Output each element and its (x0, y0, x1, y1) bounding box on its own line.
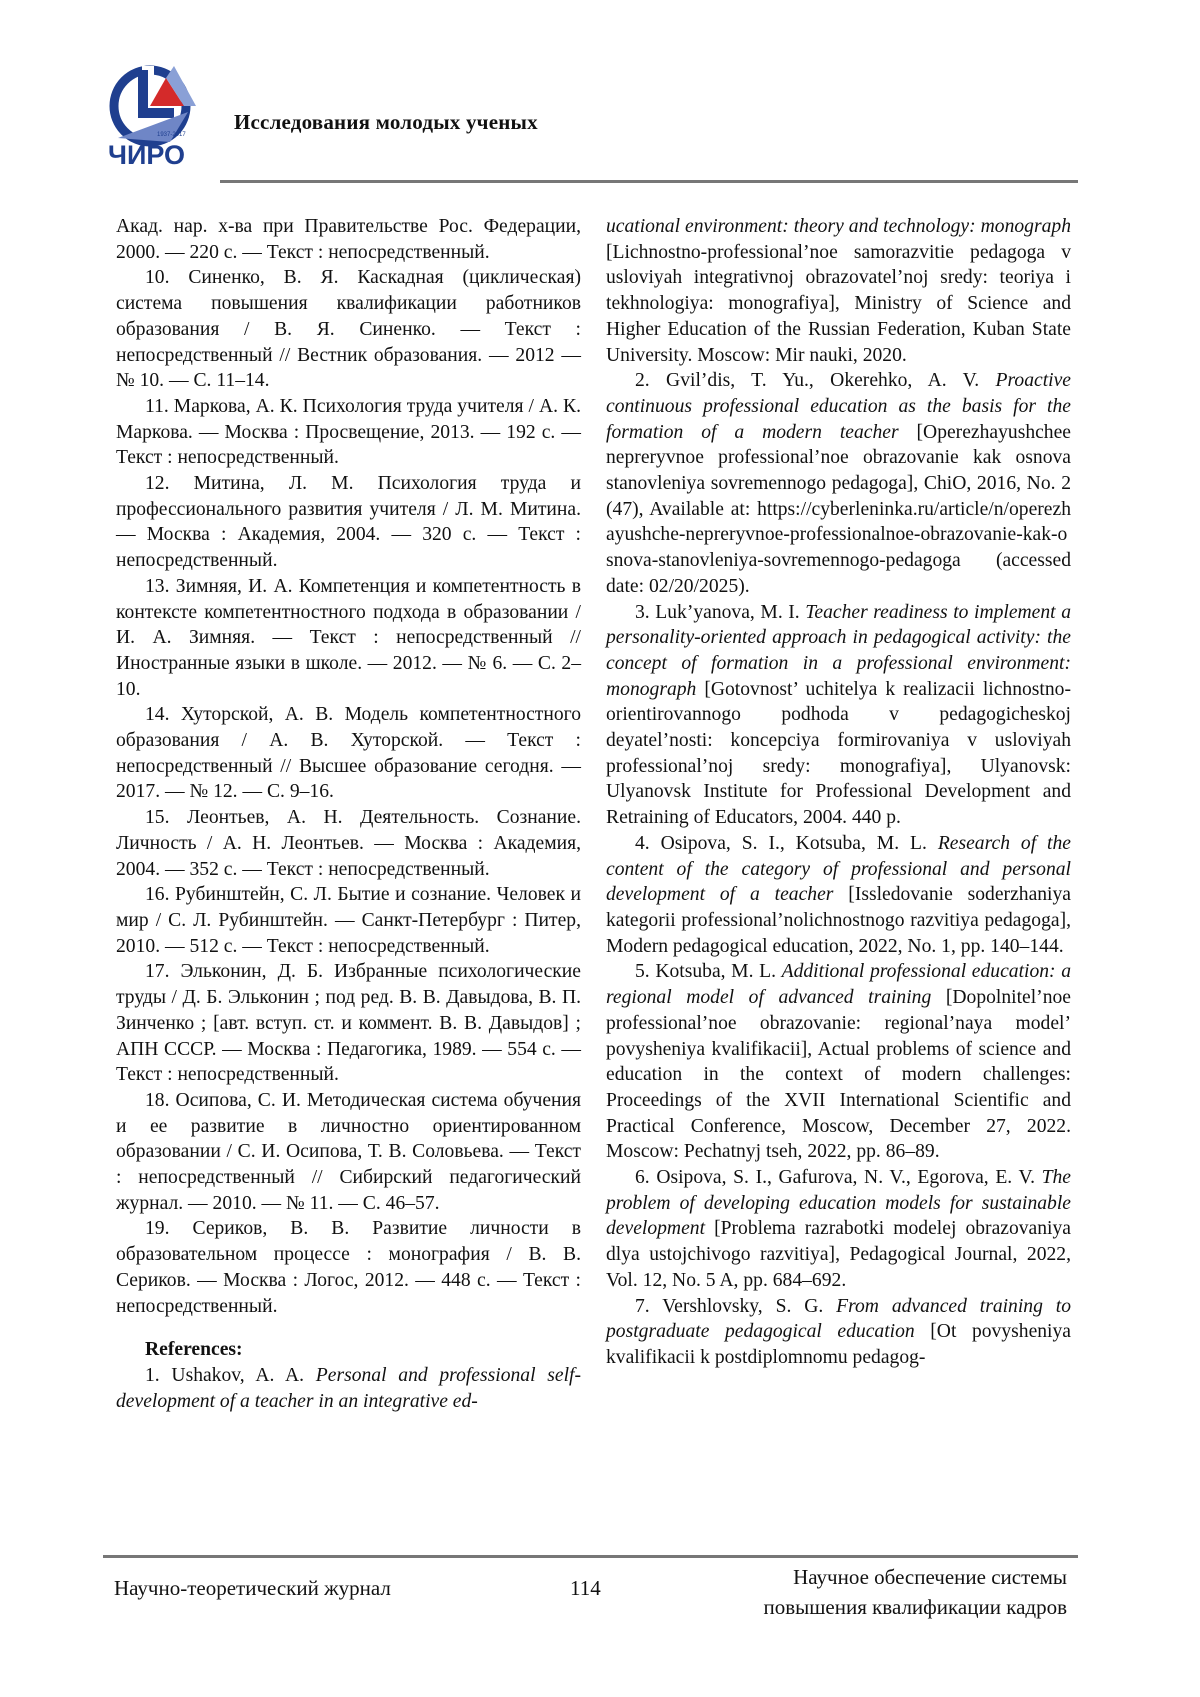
reference-item: Акад. нар. х-ва при Правительстве Рос. Федерации, 2000. — 220 с. — Текст : непосредственный. (116, 216, 581, 263)
reference-details: [Dopolnitel’noe professional’noe obrazovanie: regional’naya model’ povysheniya kvalifikacii], Actual problems of science and education in the context of modern challenges: Proceedings of the XVII International Scientific and Practical Conference, Moscow, December 27, 2022. Moscow: Pechatnyj tseh, 2022, pp. 86–89. (606, 987, 1071, 1163)
chiro-logo-icon (108, 62, 218, 174)
chiro-logo (108, 62, 218, 174)
left-column (116, 214, 581, 1414)
reference-item: 11. Маркова, А. К. Психология труда учителя / А. К. Маркова. — Москва : Просвещение, 2013. — 192 с. — Текст : непосредственный. (116, 395, 581, 469)
footer-journal-name (647, 1562, 1067, 1622)
logo-text: ЧИРО (108, 140, 186, 170)
reference-authors: 6. Osipova, S. I., Gafurova, N. V., Egorova, E. V. (635, 1167, 1042, 1189)
reference-details: [Gotovnost’ uchitelya k realizacii lichnostno-orientirovannogo podhoda v pedagogicheskoj deyatel’nosti: koncepciya formirovaniya v usloviyah professional’noj sredy: monografiya], Ulyanovsk: Ulyanovsk Institute for Professional Development and Retraining of Educators, 2004. 440 p. (606, 678, 1071, 829)
reference-item: 18. Осипова, С. И. Методическая система обучения и ее развитие в личностно ориентированном образовании / С. И. Осипова, Т. В. Соловьева. — Текст : непосредственный // Сибирский педагогический журнал. — 2010. — № 11. — С. 46–57. (116, 1089, 581, 1214)
reference-title: The problem of developing education models for sustainable development (606, 1167, 1071, 1240)
page-header (108, 62, 1078, 182)
reference-details: [Lichnostno-professional’noe samorazvitie pedagoga v usloviyah integrativnoj obrazovatel’noj sredy: teoriya i tekhnologiya: monografiya], Ministry of Science and Higher Education of the Russian Federation, Kuban State University. Moscow: Mir nauki, 2020. (606, 241, 1071, 366)
reference-item-en (606, 1294, 1071, 1371)
reference-item-en (606, 831, 1071, 960)
page-number: 114 (570, 1576, 601, 1600)
reference-title: Teacher readiness to implement a personality-oriented approach in pedagogical activity: the concept of formation in a professional environment: monograph (606, 601, 1071, 700)
reference-item: 17. Эльконин, Д. Б. Избранные психологические труды / Д. Б. Эльконин ; под ред. В. В. Давыдова, В. П. Зинченко ; [авт. вступ. ст. и коммент. В. В. Давыдов] ; АПН СССР. — Москва : Педагогика, 1989. — 554 с. — Текст : непосредственный. (116, 961, 581, 1086)
reference-item: 12. Митина, Л. М. Психология труда и профессионального развития учителя / Л. М. Митина. — Москва : Академия, 2004. — 320 с. — Текст : непосредственный. (116, 473, 581, 572)
footer-divider (103, 1555, 1078, 1558)
journal-section-title: Исследования молодых ученых (234, 110, 538, 134)
reference-details: [Ot povysheniya kvalifikacii k postdiplomnomu pedagog- (606, 1321, 1071, 1368)
reference-item: 10. Синенко, В. Я. Каскадная (циклическая) система повышения квалификации работников образования / В. Я. Синенко. — Текст : непосредственный // Вестник образования. — 2012 — № 10. — С. 11–14. (116, 267, 581, 392)
reference-item: 15. Леонтьев, А. Н. Деятельность. Сознание. Личность / А. Н. Леонтьев. — Москва : Академия, 2004. — 352 с. — Текст : непосредственный. (116, 807, 581, 880)
references-heading: References: (145, 1339, 243, 1361)
reference-authors: 4. Osipova, S. I., Kotsuba, M. L. (635, 832, 938, 854)
reference-item: 16. Рубинштейн, С. Л. Бытие и сознание. Человек и мир / С. Л. Рубинштейн. — Санкт-Петербург : Питер, 2010. — 512 с. — Текст : непосредственный. (116, 884, 581, 957)
reference-title: ucational environment: theory and technology: monograph (606, 216, 1071, 237)
logo-subtext: 1937-2017 (157, 132, 186, 138)
reference-item: 13. Зимняя, И. А. Компетенция и компетентность в контексте компетентностного подхода в образовании / И. А. Зимняя. — Текст : непосредственный // Иностранные языки в школе. — 2012. — № 6. — С. 2–10. (116, 575, 581, 700)
reference-authors: 5. Kotsuba, M. L. (635, 961, 782, 983)
reference-item-en (116, 1363, 581, 1414)
reference-item-en (606, 600, 1071, 831)
reference-details: [Issledovanie soderzhaniya kategorii professional’nolichnostnogo razvitiya pedagoga], Modern pedagogical education, 2022, No. 1, pp. 140–144. (606, 884, 1071, 957)
reference-access-date: (accessed date: 02/20/2025). (606, 550, 1071, 597)
reference-title: Personal and professional self-development of a teacher in an integrative ed- (116, 1364, 581, 1412)
right-column (606, 214, 1071, 1371)
footer-journal-name-line2: повышения квалификации кадров (763, 1595, 1067, 1619)
reference-authors: 1. Ushakov, A. A. (145, 1364, 316, 1386)
reference-details: [Problema razrabotki modelej obrazovaniya dlya ustojchivogo razvitiya], Pedagogical Journal, 2022, Vol. 12, No. 5 A, pp. 684–692. (606, 1218, 1071, 1291)
reference-authors: 3. Luk’yanova, M. I. (635, 601, 806, 623)
reference-authors: 7. Vershlovsky, S. G. (635, 1295, 837, 1317)
reference-item-en (606, 959, 1071, 1165)
reference-item: 19. Сериков, В. В. Развитие личности в образовательном процессе : монография / В. В. Сериков. — Москва : Логос, 2012. — 448 с. — Текст : непосредственный. (116, 1218, 581, 1317)
reference-details: [Operezhayushchee nepreryvnoe professional’noe obrazovanie kak osnova stanovleniya sovremennogo pedagoga], ChiO, 2016, No. 2 (47), Available at: (606, 421, 1071, 520)
header-divider (220, 180, 1078, 183)
reference-item-en (606, 368, 1071, 599)
footer-journal-type: Научно-теоретический журнал (114, 1576, 391, 1600)
reference-title: From advanced training to postgraduate pedagogical education (606, 1295, 1071, 1343)
reference-title: Research of the content of the category of professional and personal development of a teacher (606, 832, 1071, 906)
reference-item: 14. Хуторской, А. В. Модель компетентностного образования / А. В. Хуторской. — Текст : непосредственный // Высшее образование сегодня. — 2017. — № 12. — С. 9–16. (116, 704, 581, 803)
reference-authors: 2. Gvil’dis, T. Yu., Okerehko, A. V. (635, 370, 996, 392)
footer-journal-name-line1: Научное обеспечение системы (793, 1565, 1067, 1589)
reference-title: Additional professional education: a regional model of advanced training (606, 961, 1071, 1009)
reference-item-en (606, 214, 1071, 368)
reference-item-en (606, 1165, 1071, 1294)
reference-title: Proactive continuous professional education as the basis for the formation of a modern teacher (606, 370, 1071, 443)
reference-url: https://cyberleninka.ru/article/n/operezhayushche-nepreryvnoe-professionalnoe-obrazovanie-kak-osnova-stanovleniya-sovremennogo-pedagoga (606, 498, 1071, 572)
